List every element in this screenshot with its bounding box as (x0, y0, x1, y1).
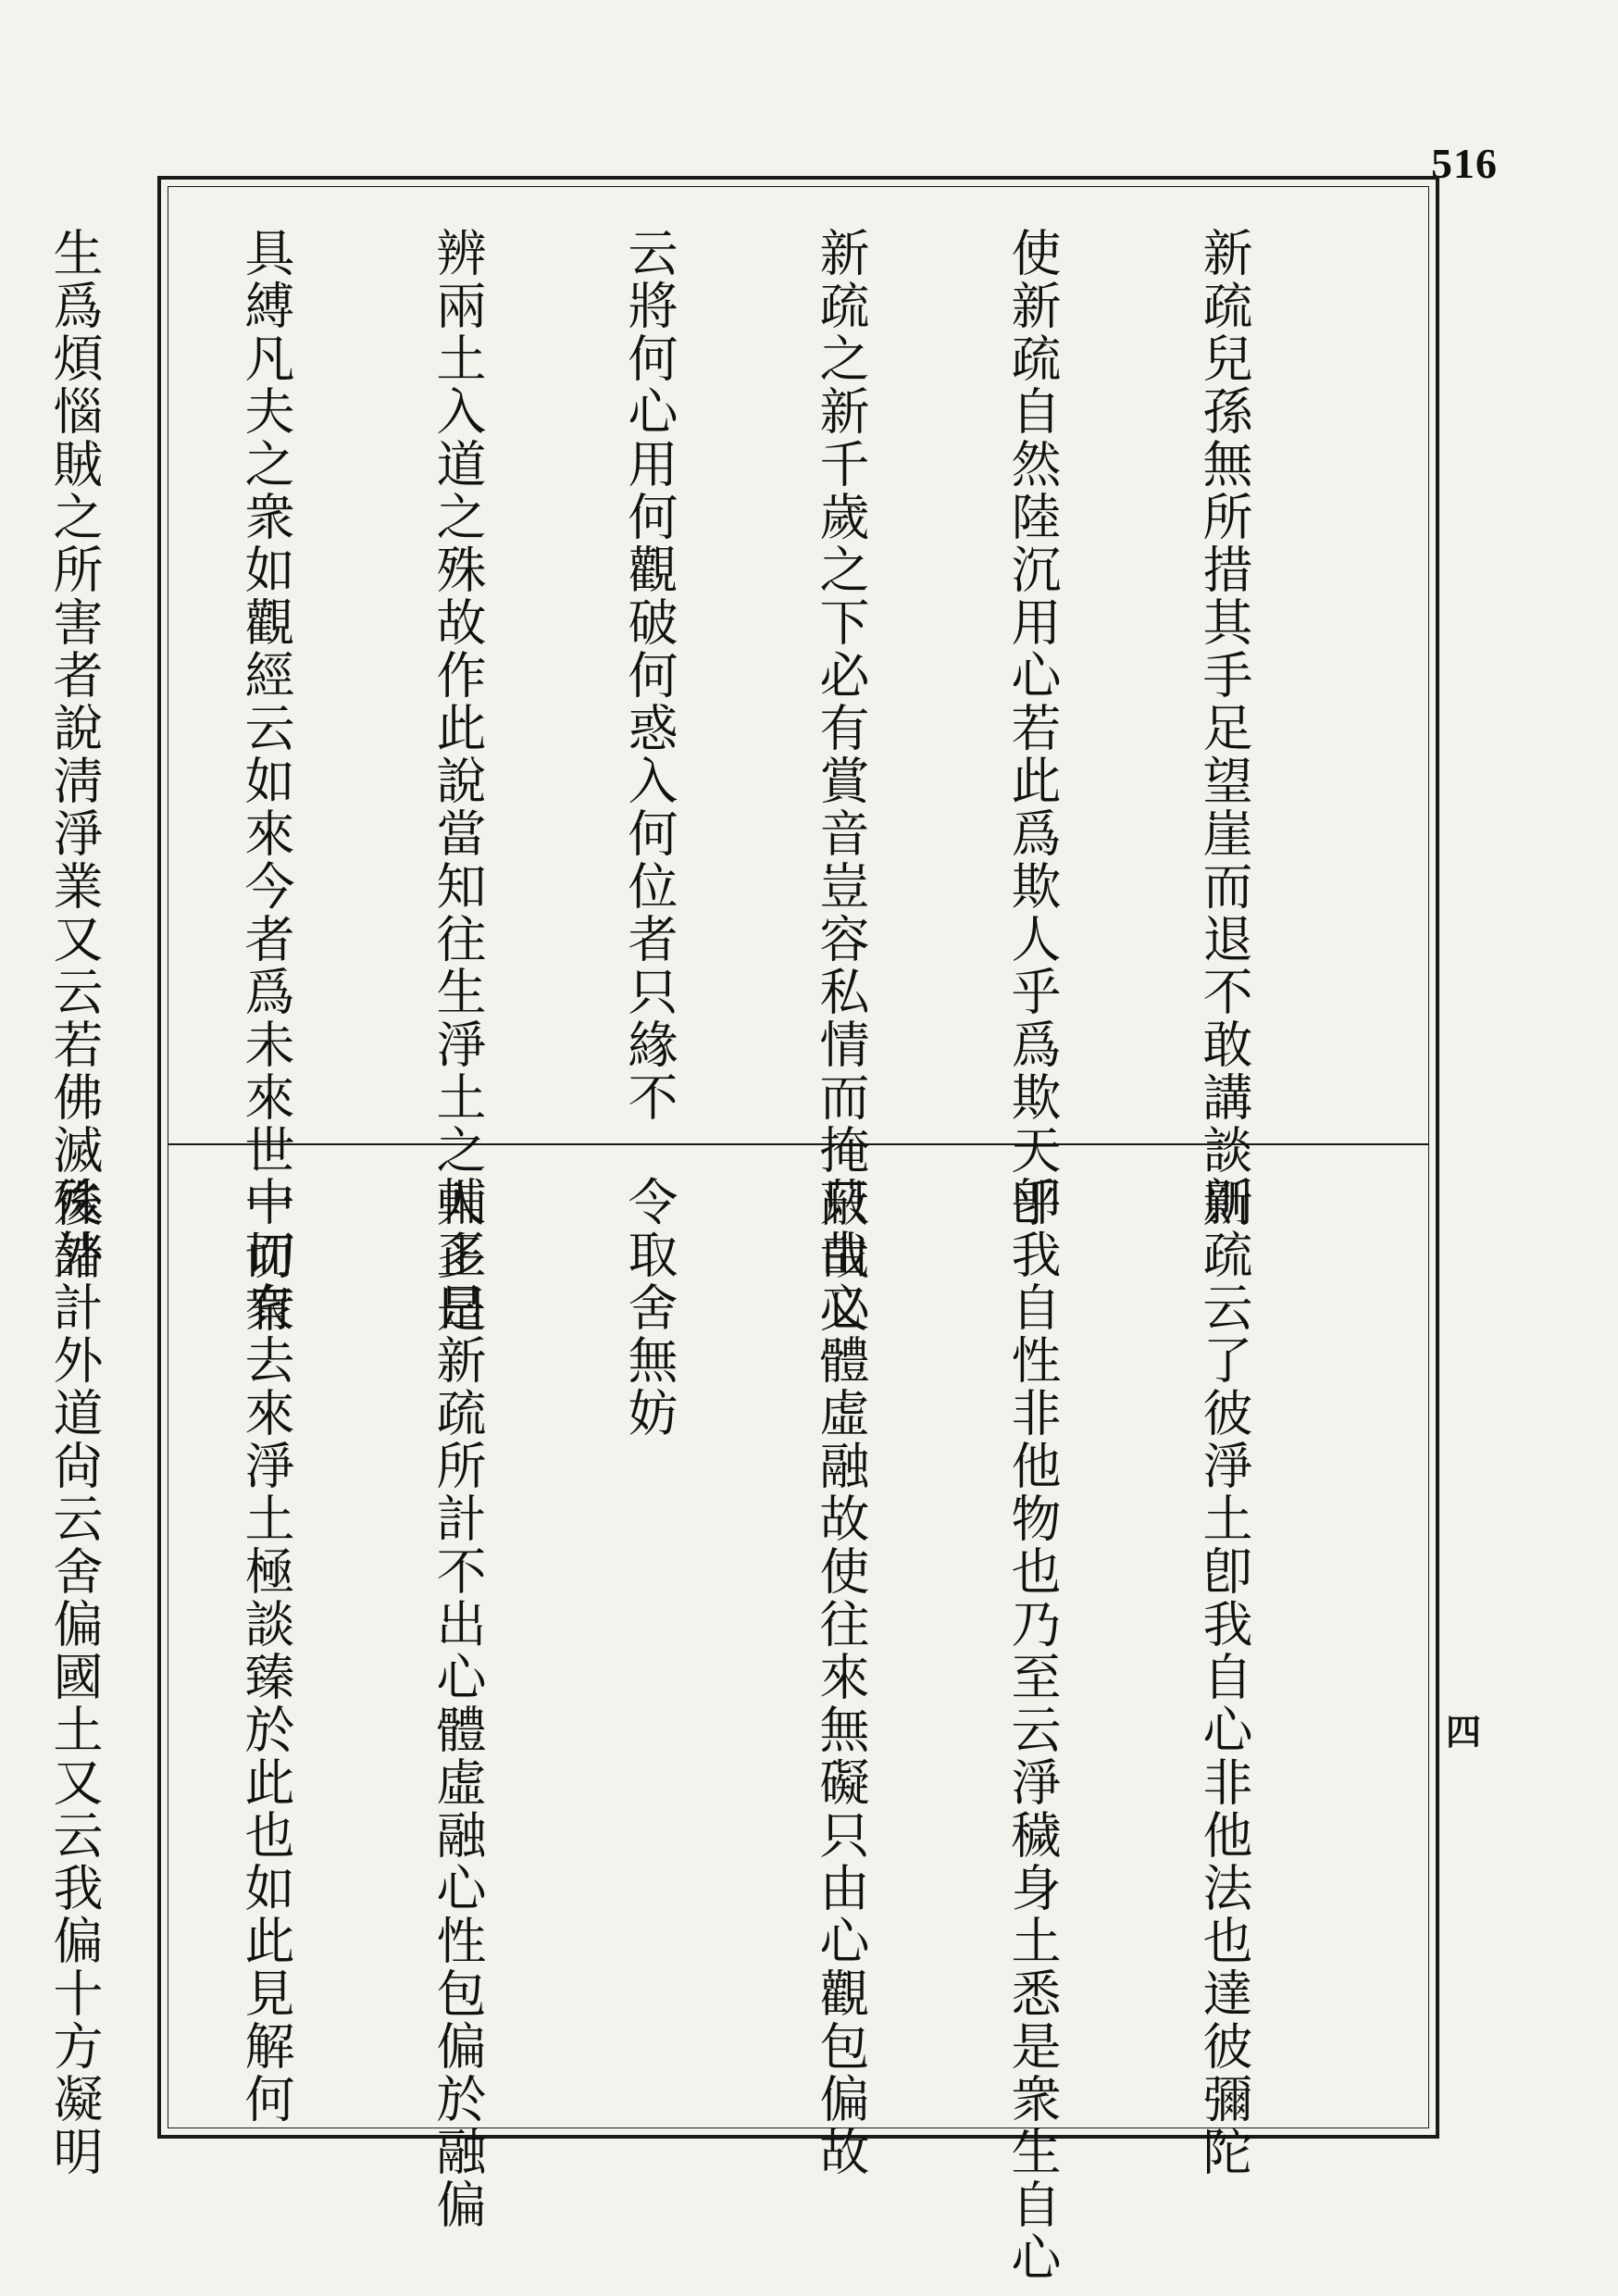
text-column: 新疏之新千歲之下必有賞音豈容私情而掩蔽哉又 (812, 227, 870, 1335)
page-number: 516 (1431, 140, 1498, 187)
text-column: 令取舍無妨 (620, 1176, 678, 1440)
text-column: 具縛凡夫之衆如觀經云如來今者爲未來世一切衆 (237, 227, 295, 1335)
text-column: 輔正曰新疏所計不出心體虛融心性包偏於融偏 (429, 1176, 487, 2231)
text-column: 只由心體虛融故使往來無礙只由心觀包偏故 (812, 1176, 870, 2178)
text-column: 新疏云了彼淨土卽我自心非他法也達彼彌陀 (1195, 1176, 1253, 2178)
text-column: 卽我自性非他物也乃至云淨穢身土悉是衆生自心 (1003, 1176, 1062, 2284)
text-column: 新疏兒孫無所措其手足望崖而退不敢講談則 (1195, 227, 1253, 1229)
text-column: 中而有去來淨土極談臻於此也如此見解何 (237, 1176, 295, 2126)
text-column: 生爲煩惱賊之所害者說淸淨業又云若佛滅後諸 (45, 227, 104, 1282)
text-column: 云將何心用何觀破何惑入何位者只緣不 (620, 227, 678, 1124)
side-page-label: 四 (1446, 1711, 1482, 1753)
text-column: 殊外計外道尙云舍偏國土又云我偏十方凝明 (45, 1176, 104, 2178)
lower-text-block (45, 1176, 1384, 2284)
text-column: 使新疏自然陸沉用心若此爲欺人乎爲欺天乎 (1003, 227, 1062, 1229)
text-column: 辨兩土入道之殊故作此說當知往生淨土之人多是 (429, 227, 487, 1335)
